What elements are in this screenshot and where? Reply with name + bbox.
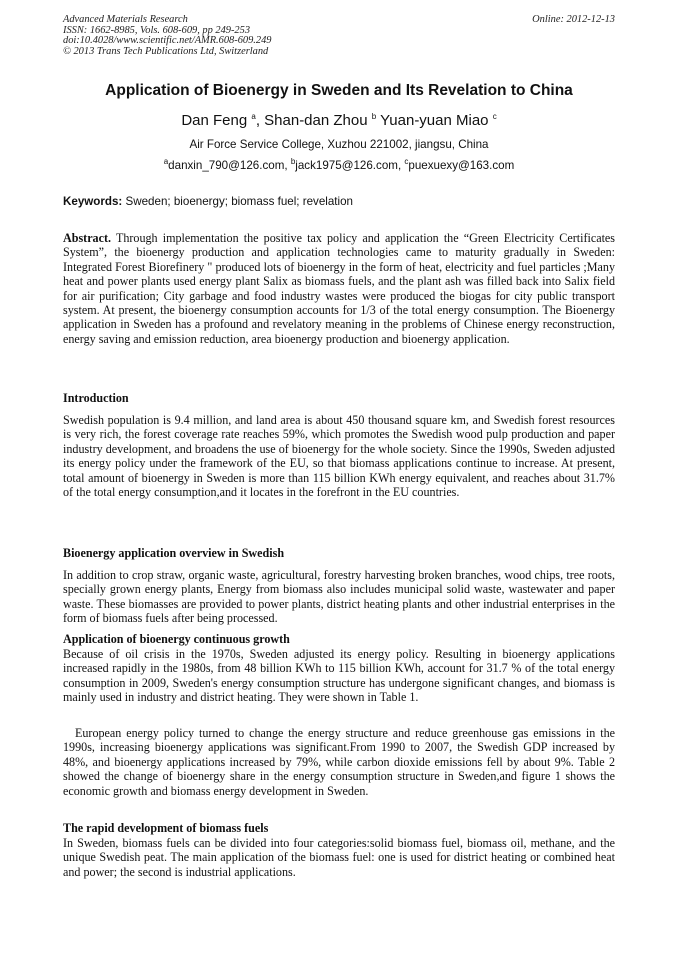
abstract: [63, 231, 615, 346]
keywords-text: Sweden; bioenergy; biomass fuel; revelation: [122, 195, 354, 208]
email-mark: b: [290, 157, 296, 167]
author-name: Dan Feng: [181, 112, 248, 129]
doi-line: doi:10.4028/www.scientific.net/AMR.608-609.249: [63, 35, 272, 47]
overview-paragraph: In addition to crop straw, organic waste, agricultural, forestry harvesting broken branches, wood chips, tree roots, specially grown energy plants, Energy from biomass also includes municipal solid waste, wastewater and paper waste. These biomasses are provided to power plants, district heating plants and other industrial enterprises in the form of biomass fuels after being processed.: [63, 568, 615, 626]
biomass-fuels-paragraph: In Sweden, biomass fuels can be divided into four categories:solid biomass fuel, biomass oil, methane, and the unique Swedish peat. The main application of the biomass fuel: one is used for district heating or combined heat and power; the second is industrial applications.: [63, 836, 615, 879]
section-heading: Application of bioenergy continuous growth: [63, 632, 290, 646]
affiliation: Air Force Service College, Xuzhou 221002, jiangsu, China: [189, 138, 489, 151]
journal-header: [63, 15, 615, 57]
email-address: danxin_790@126.com: [168, 159, 285, 172]
author-line: [0, 112, 678, 129]
email-mark: a: [163, 157, 169, 167]
copyright-line: © 2013 Trans Tech Publications Ltd, Switzerland: [63, 45, 269, 57]
author-mark: a: [251, 112, 256, 121]
paper-title: Application of Bioenergy in Sweden and Its Revelation to China: [105, 82, 573, 99]
keywords: [63, 195, 615, 208]
abstract-text: Through implementation the positive tax policy and application the “Green Electricity Certificates System”, the bioenergy production and application technologies came to maturity gradually in Sweden: Integrated Forest Biorefinery " produced lots of bioenergy in the form of heat, electricity and fuel particles ;Many heat and power plants used energy plant Salix as biomass fuels, and the plant ash was filled back into Salix field for air purification; City garbage and food industry wastes were produced the biogas for city public transport system. At present, the bioenergy consumption accounts for 1/3 of the total energy consumption. The Bioenergy application in Sweden has a profound and revelatory meaning in the problems of Chinese energy reconstruction, energy saving and emission reduction, area bioenergy production and bioenergy application.: [63, 231, 615, 346]
author-separator: ,: [255, 112, 265, 129]
introduction-paragraph: Swedish population is 9.4 million, and land area is about 450 thousand square km, and Swedish forest resources is very rich, the forest coverage rate reaches 59%, which promotes the Swedish wood pulp production and paper industry development, and broadens the use of bioenergy for the whole society. Since the 1990s, Sweden adjusted its energy policy under the framework of the EU, so that biomass applications continue to increase. At present, total amount of bioenergy in Sweden is more than 115 billion KWh energy equivalent, and reaches about 31.7% of the total energy consumption,and it locates in the forefront in the EU countries.: [63, 413, 615, 500]
author-name: Shan-dan Zhou: [264, 112, 368, 129]
author-mark: b: [371, 112, 377, 121]
journal-name: Advanced Materials Research: [63, 14, 188, 25]
section-heading: Bioenergy application overview in Swedish: [63, 546, 285, 560]
email-mark: c: [404, 157, 409, 167]
author-mark: c: [492, 112, 497, 121]
email-address: puexuexy@163.com: [408, 159, 515, 172]
abstract-label: Abstract.: [63, 231, 112, 245]
section-heading: The rapid development of biomass fuels: [63, 821, 269, 835]
email-separator: ,: [397, 159, 405, 172]
email-line: [0, 159, 678, 172]
section-heading: Introduction: [63, 391, 129, 405]
keywords-label: Keywords:: [63, 195, 123, 208]
issn-line: ISSN: 1662-8985, Vols. 608-609, pp 249-253: [63, 24, 251, 36]
author-name: Yuan-yuan Miao: [380, 112, 489, 129]
email-address: jack1975@126.com: [295, 159, 398, 172]
growth-paragraph: Because of oil crisis in the 1970s, Sweden adjusted its energy policy. Resulting in bioenergy applications increased rapidly in the 1980s, from 48 billion KWh to 115 billion KWh, account for 31.7 % of the total energy consumption in 2009, Sweden's energy consumption structure has undergone significant changes, and biomass is mainly used in industry and district heating. They were shown in Table 1.: [63, 647, 615, 705]
online-date: Online: 2012-12-13: [532, 14, 615, 25]
growth-paragraph: European energy policy turned to change the energy structure and reduce greenhouse gas emissions in the 1990s, increasing bioenergy applications was significant.From 1990 to 2007, the Swedish GDP increased by 48%, and bioenergy applications increased by 79%, while carbon dioxide emissions fell by about 9%. Table 2 showed the change of bioenergy share in the energy consumption structure in Sweden,and figure 1 shows the economic growth and biomass energy development in Sweden.: [63, 726, 615, 798]
email-separator: ,: [284, 159, 291, 172]
